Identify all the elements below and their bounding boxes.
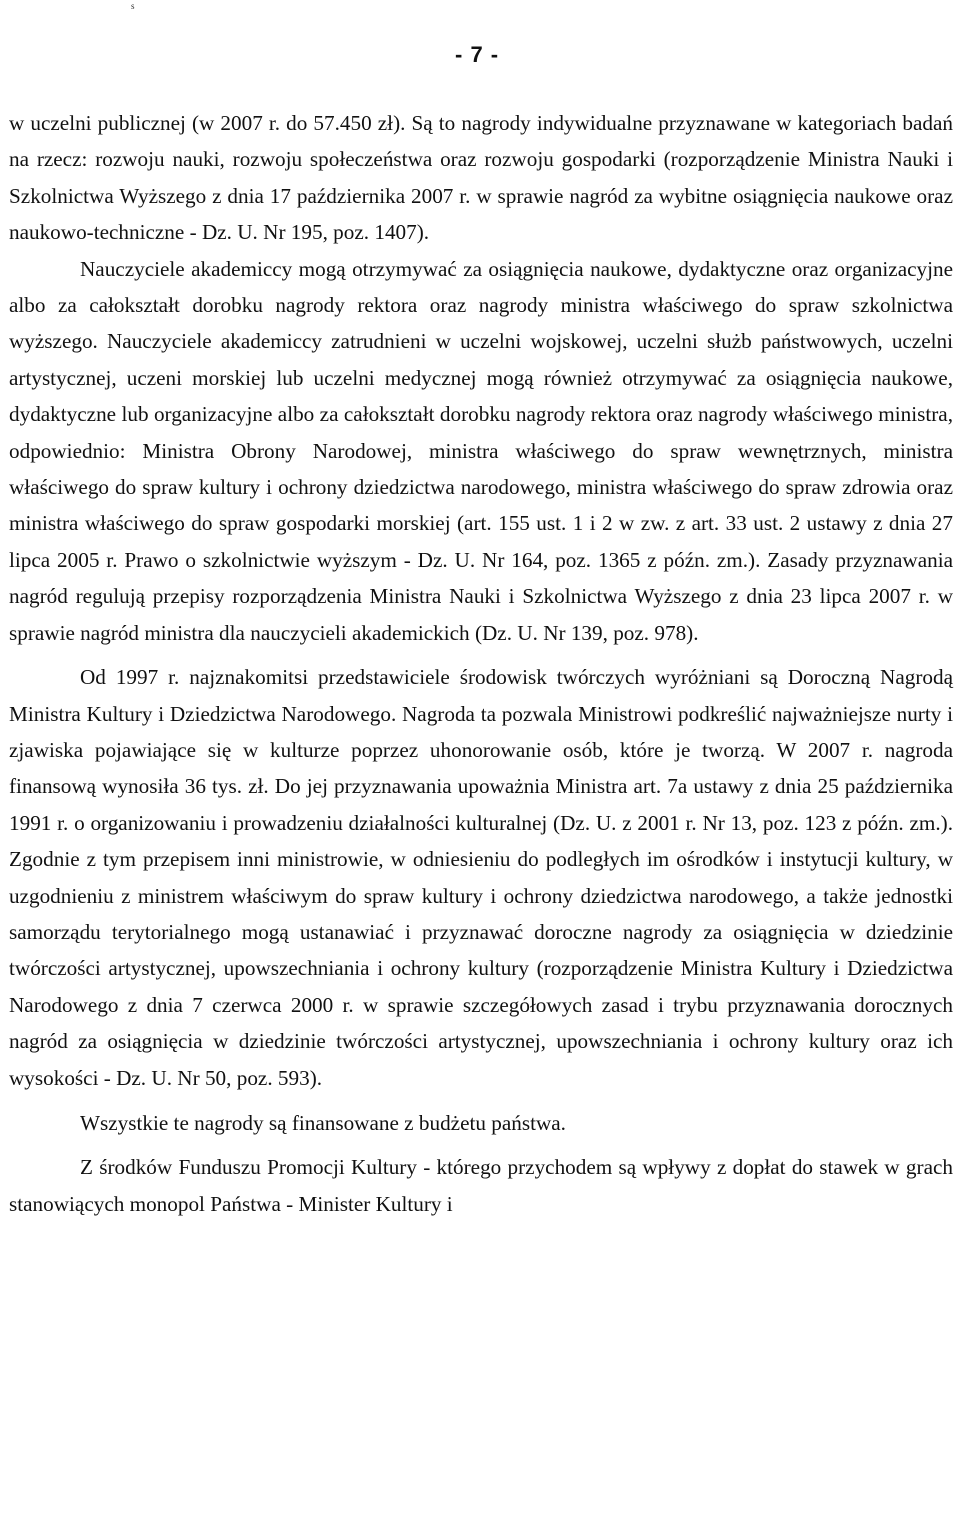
paragraph-4: Wszystkie te nagrody są finansowane z budżetu państwa. (80, 1110, 566, 1135)
paragraph-2: Nauczyciele akademiccy mogą otrzymywać za osiągnięcia naukowe, dydaktyczne oraz organizacyjne albo za całokształt dorobku nagrody rektora oraz nagrody ministra właściwego do spraw szkolnictwa wyższego. Nauczyciele akademiccy zatrudnieni w uczelni wojskowej, uczelni służb państwowych, uczelni artystycznej, uczeni morskiej lub uczelni medycznej mogą również otrzymywać za osiągnięcia naukowe, dydaktyczne lub organizacyjne albo za całokształt dorobku nagrody rektora oraz nagrody właściwego ministra, odpowiednio: Ministra Obrony Narodowej, ministra właściwego do spraw wewnętrznych, ministra właściwego do spraw kultury i ochrony dziedzictwa narodowego, ministra właściwego do spraw zdrowia oraz ministra właściwego do spraw gospodarki morskiej (art. 155 ust. 1 i 2 w zw. z art. 33 ust. 2 ustawy z dnia 27 lipca 2005 r. Prawo o szkolnictwie wyższym - Dz. U. Nr 164, poz. 1365 z późn. zm.). Zasady przyznawania nagród regulują przepisy rozporządzenia Ministra Nauki i Szkolnictwa Wyższego z dnia 23 lipca 2007 r. w sprawie nagród ministra dla nauczycieli akademickich (Dz. U. Nr 139, poz. 978). (9, 256, 953, 645)
page-number: - 7 - (455, 42, 500, 67)
corner-mark: s (131, 1, 135, 11)
paragraph-1: w uczelni publicznej (w 2007 r. do 57.450 zł). Są to nagrody indywidualne przyznawane w kategoriach badań na rzecz: rozwoju nauki, rozwoju społeczeństwa oraz rozwoju gospodarki (rozporządzenie Ministra Nauki i Szkolnictwa Wyższego z dnia 17 października 2007 r. w sprawie nagród za wybitne osiągnięcia naukowe oraz naukowo-techniczne - Dz. U. Nr 195, poz. 1407). (9, 111, 953, 245)
document-body (9, 105, 953, 1222)
paragraph-5: Z środków Funduszu Promocji Kultury - którego przychodem są wpływy z dopłat do stawek w grach stanowiących monopol Państwa - Minister Kultury i (9, 1155, 953, 1216)
paragraph-3: Od 1997 r. najznakomitsi przedstawiciele środowisk twórczych wyróżniani są Doroczną Nagrodą Ministra Kultury i Dziedzictwa Narodowego. Nagroda ta pozwala Ministrowi podkreślić najważniejsze nurty i zjawiska pojawiające się w kulturze poprzez uhonorowanie osób, które je tworzą. W 2007 r. nagroda finansową wynosiła 36 tys. zł. Do jej przyznawania upoważnia Ministra art. 7a ustawy z dnia 25 października 1991 r. o organizowaniu i prowadzeniu działalności kulturalnej (Dz. U. z 2001 r. Nr 13, poz. 123 z późn. zm.). Zgodnie z tym przepisem inni ministrowie, w odniesieniu do podległych im ośrodków i instytucji kultury, w uzgodnieniu z ministrem właściwym do spraw kultury i ochrony dziedzictwa narodowego, a także jednostki samorządu terytorialnego mogą ustanawiać i przyznawać doroczne nagrody za osiągnięcia w dziedzinie twórczości artystycznej, upowszechniania i ochrony kultury (rozporządzenie Ministra Kultury i Dziedzictwa Narodowego z dnia 7 czerwca 2000 r. w sprawie szczegółowych zasad i trybu przyznawania dorocznych nagród za osiągnięcia w dziedzinie twórczości artystycznej, upowszechniania i ochrony kultury oraz ich wysokości - Dz. U. Nr 50, poz. 593). (9, 665, 953, 1090)
